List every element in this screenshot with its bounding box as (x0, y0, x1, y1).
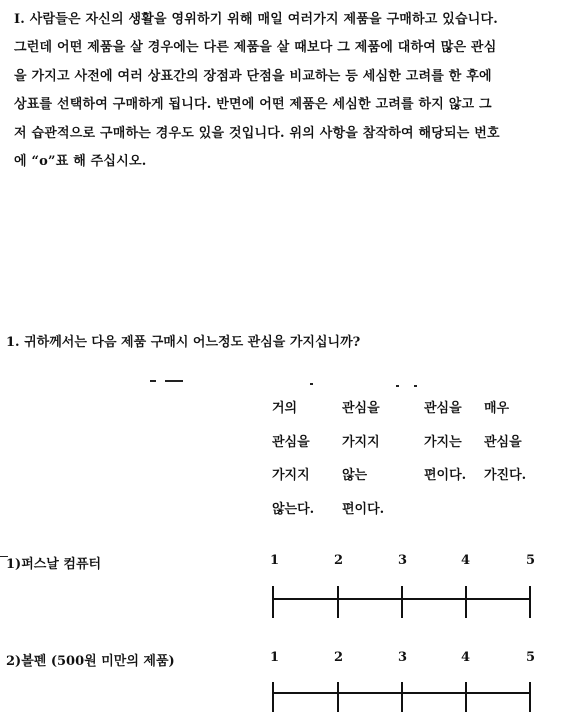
scale-number: 3 (398, 553, 408, 568)
question-title: 1. 귀하께서는 다음 제품 구매시 어느정도 관심을 가지십니까? (6, 335, 361, 350)
scale-header-text: 않는 (342, 468, 368, 483)
scale-header-text: 가진다. (484, 468, 527, 483)
instructions-line: 을 가지고 사전에 여러 상표간의 장점과 단점을 비교하는 등 세심한 고려를 한 후에 (14, 68, 492, 84)
scan-mark (310, 383, 313, 385)
scale-tick-2[interactable] (337, 586, 339, 618)
scale-header-3 (424, 392, 466, 493)
scale-header-text: 편이다. (424, 468, 467, 483)
instructions-paragraph (14, 6, 586, 176)
scale-header-text: 가지는 (424, 434, 462, 450)
scale-number: 4 (461, 553, 471, 568)
scale-header-text: 가지지 (342, 434, 380, 450)
scale-number: 3 (398, 650, 408, 665)
scale-tick-4[interactable] (465, 586, 467, 618)
scale-tick-2[interactable] (337, 682, 339, 712)
scale-header-text: 관심을 (424, 401, 462, 416)
scale-tick-3[interactable] (401, 586, 403, 618)
scale-header-text: 가지지 (272, 468, 310, 483)
scale-tick-5[interactable] (529, 682, 531, 712)
scale-header-1 (272, 392, 314, 526)
instructions-line: I. 사람들은 자신의 생활을 영위하기 위해 매일 여러가지 제품을 구매하고 있습니다. (14, 12, 499, 27)
scale-header-text: 않는다. (272, 501, 315, 517)
scale-number: 2 (334, 553, 344, 568)
scale-number: 2 (334, 650, 344, 665)
scan-mark (150, 380, 156, 382)
scale-header-4 (484, 392, 526, 493)
instructions-line: 상표를 선택하여 구매하게 됩니다. 반면에 어떤 제품은 세심한 고려를 하지 않고 그 (14, 97, 492, 113)
scale-number: 5 (526, 553, 536, 568)
item-label: 1)퍼스날 컴퓨터 (6, 557, 102, 572)
scale-number: 1 (270, 650, 280, 665)
scale-tick-3[interactable] (401, 682, 403, 712)
scale-header-text: 편이다. (342, 501, 385, 517)
instructions-line: 그런데 어떤 제품을 살 경우에는 다른 제품을 살 때보다 그 제품에 대하여 많은 관심 (14, 40, 497, 56)
item-label: 2)볼펜 (500원 미만의 제품) (6, 654, 175, 669)
scale-tick-1[interactable] (272, 586, 274, 618)
scan-mark (414, 385, 417, 387)
scan-mark (165, 380, 183, 382)
scale-header-text: 관심을 (272, 434, 310, 450)
scale-number: 4 (461, 650, 471, 665)
scale-tick-1[interactable] (272, 682, 274, 712)
scan-mark (396, 385, 399, 387)
scale-number: 5 (526, 650, 536, 665)
scale-header-2 (342, 392, 384, 526)
scale-tick-4[interactable] (465, 682, 467, 712)
scale-tick-5[interactable] (529, 586, 531, 618)
scale-header-text: 매우 (484, 401, 510, 416)
scale-header-text: 관심을 (342, 401, 380, 416)
scale-header-text: 거의 (272, 401, 298, 416)
rating-scale[interactable] (270, 586, 534, 620)
instructions-line: 에 “o”표 해 주십시오. (14, 154, 147, 170)
rating-scale[interactable] (270, 682, 534, 714)
instructions-line: 저 습관적으로 구매하는 경우도 있을 것입니다. 위의 사항을 참작하여 해당되는 번호 (14, 125, 500, 141)
scale-header-text: 관심을 (484, 434, 522, 450)
scale-number: 1 (270, 553, 280, 568)
